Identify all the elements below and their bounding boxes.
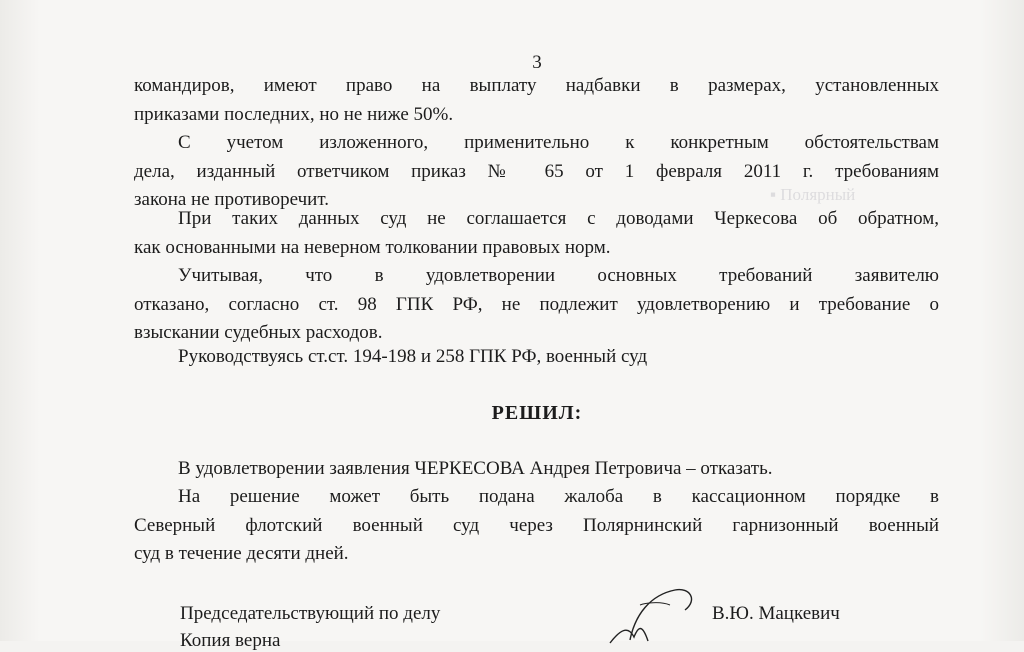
paragraph-5	[134, 343, 939, 372]
text-line: отказано, согласно ст. 98 ГПК РФ, не подлежит удовлетворению и требование о	[134, 293, 939, 315]
copy-certification: Копия верна	[180, 630, 281, 651]
text-line: дела, изданный ответчиком приказ № 65 от 1 февраля 2011 г. требованиям	[134, 160, 939, 182]
text-line: Учитывая, что в удовлетворении основных требований заявителю	[178, 265, 939, 286]
decision-heading: РЕШИЛ:	[491, 402, 583, 424]
paragraph-2	[134, 129, 939, 215]
text-line: приказами последних, но не ниже 50%.	[134, 103, 454, 125]
text-line: С учетом изложенного, применительно к конкретным обстоятельствам	[178, 132, 939, 153]
text-line: Руководствуясь ст.ст. 194-198 и 258 ГПК РФ, военный суд	[178, 346, 648, 367]
text-line: взыскании судебных расходов.	[134, 322, 383, 343]
paragraph-1	[134, 72, 939, 129]
judge-name: В.Ю. Мацкевич	[712, 603, 840, 624]
decision-paragraph-1	[134, 455, 939, 484]
text-line: Северный флотский военный суд через Полярнинский гарнизонный военный	[134, 514, 939, 536]
handwritten-signature	[590, 575, 700, 645]
text-line: При таких данных суд не соглашается с доводами Черкесова об обратном,	[178, 208, 939, 229]
bleed-through: ▪ Полярный	[770, 185, 856, 204]
text-line: В удовлетворении заявления ЧЕРКЕСОВА Андрея Петровича – отказать.	[178, 458, 773, 479]
text-line: закона не противоречит.	[134, 189, 329, 210]
text-line: На решение может быть подана жалоба в кассационном порядке в	[178, 486, 939, 507]
text-line: командиров, имеют право на выплату надбавки в размерах, установленных	[134, 75, 939, 96]
text-line: как основанными на неверном толковании правовых норм.	[134, 236, 611, 258]
page-number: 3	[532, 52, 542, 73]
decision-paragraph-2	[134, 483, 939, 569]
text-line: суд в течение десяти дней.	[134, 543, 349, 564]
presiding-judge-label: Председательствующий по делу	[180, 603, 441, 624]
paragraph-4	[134, 262, 939, 348]
paragraph-3	[134, 205, 939, 262]
